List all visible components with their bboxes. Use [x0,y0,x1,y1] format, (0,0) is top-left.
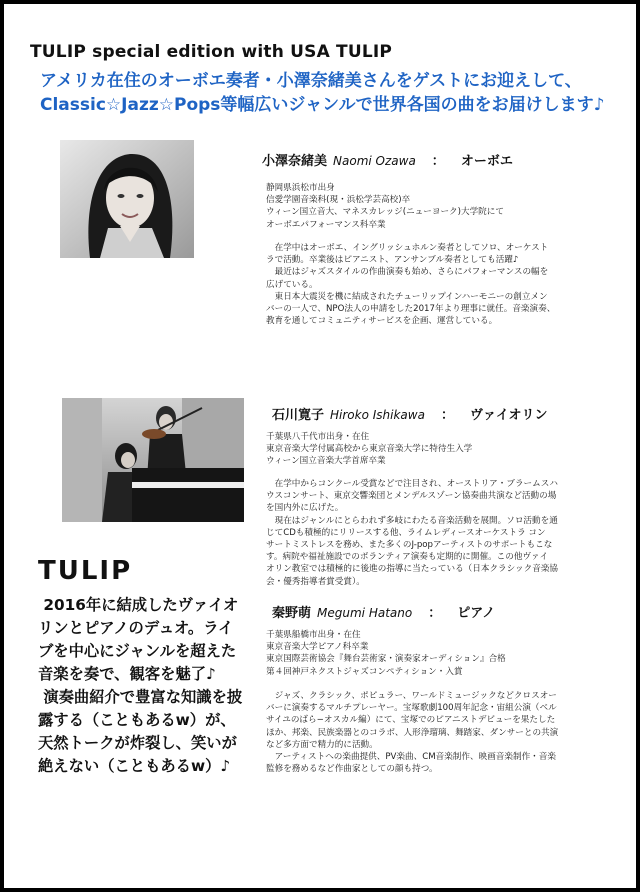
performer-2-bio: 在学中からコンクール受賞などで注目され、オーストリア・ブラームスハ ウスコンサート、東京交響楽団とメンデルスゾーン協奏曲共演など活動の場 を国内外に広げた。 現在はジャンルにとらわれず多岐にわたる音楽活動を展開。ソロ活動を通 じてCDも積極的にリリースする他、ライムレディースオーケストラ コン サートミストレスを務め、また多くのJ-popアーティストのサポートもこな す。病院や福祉施設でのボランティア演奏も定期的に開催。この他ヴァイ オリン教室では積極的に後進の指導に当たっている（日本クラシック音楽協 会・優秀指導者賞受賞）。 [266,479,559,587]
naomi-ozawa-photo [60,140,194,258]
performer-3-instrument: ピアノ [457,606,496,621]
performer-1-bio: 在学中はオーボエ、イングリッシュホルン奏者としてソロ、オーケスト ラで活動。卒業後はピアニスト、アンサンブル奏者としても活躍♪ 最近はジャズスタイルの作曲演奏も始め、さらにパフォーマンスの幅を 広げている。 東日本大震災を機に結成されたチューリップインハーモニーの創立メン バーの一人で、NPO法人の申請をした2017年より理事に就任。音楽演奏、 教育を通してコミュニティサービスを企画、運営している。 [266,243,556,327]
portrait-image [60,140,194,258]
performer-1-name-line [262,150,513,169]
performer-2-separator: ： [440,408,454,423]
performer-2-instrument: ヴァイオリン [469,408,548,423]
event-tagline-1: アメリカ在住のオーボエ奏者・小澤奈緒美さんをゲストにお迎えして、 [40,71,582,91]
performer-2-profile: 千葉県八千代市出身・在住 東京音楽大学付属高校から東京音楽大学に特待生入学 ウィーン国立音楽大学首席卒業 [266,432,473,467]
performer-3-name-en: Megumi Hatano [317,606,413,620]
performer-1-profile: 静岡県浜松市出身 信愛学園音楽科(現・浜松学芸高校)卒 ウィーン国立音大、マネスカレッジ(ニューヨーク)大学院にて オーボエパフォーマンス科卒業 [266,183,504,230]
performer-2-name-jp: 石川寛子 [272,408,325,423]
performer-3-bio: ジャズ、クラシック、ポピュラー、ワールドミュージックなどクロスオー バーに演奏するマルチプレーヤー。宝塚歌劇100周年記念・宙組公演（ベル サイユのばら−オスカル編）にて、宝塚でのピアニストデビューを果たした ほか、邦楽、民族楽器とのコラボ、人形浄瑠璃、舞踏家、ダンサーとの共演 など多方面で精力的に活動。 アーティストへの楽曲提供、PV楽曲、CM音楽制作、映画音楽制作・音楽 監修を務めるなど作曲家としての顔も持つ。 [266,691,559,775]
performer-2-name-en: Hiroko Ishikawa [330,408,425,422]
duo-image [62,398,244,522]
performer-3-name-line [272,602,495,621]
tulip-logo: TULIP [38,556,133,586]
flyer-page [4,4,636,888]
performer-3-name-jp: 秦野萌 [272,606,312,621]
performer-3-separator: ： [428,606,442,621]
performer-1-instrument: オーボエ [460,154,513,169]
performer-1-name-en: Naomi Ozawa [333,154,416,168]
tulip-description: 2016年に結成したヴァイオ リンとピアノのデュオ。ライ ブを中心にジャンルを超えた 音楽を奏で、観客を魅了♪ 演奏曲紹介で豊富な知識を披 露する（こともあるw）が、 天然トークが炸裂し、笑いが 絶えない（こともあるw）♪ [38,596,243,775]
performer-3-profile: 千葉県船橋市出身・在住 東京音楽大学ピアノ科卒業 東京国際芸術協会『舞台芸術家・演奏家オーディション』合格 第４回神戸ネクストジャズコンペティション・入賞 [266,630,506,677]
duo-performance-photo [62,398,244,522]
performer-1-name-jp: 小澤奈緒美 [262,154,328,169]
performer-2-name-line [272,404,547,423]
event-title: TULIP special edition with USA TULIP [30,42,393,62]
event-tagline-2: Classic☆Jazz☆Pops等幅広いジャンルで世界各国の曲をお届けします♪ [40,95,605,115]
performer-1-separator: ： [431,154,445,169]
